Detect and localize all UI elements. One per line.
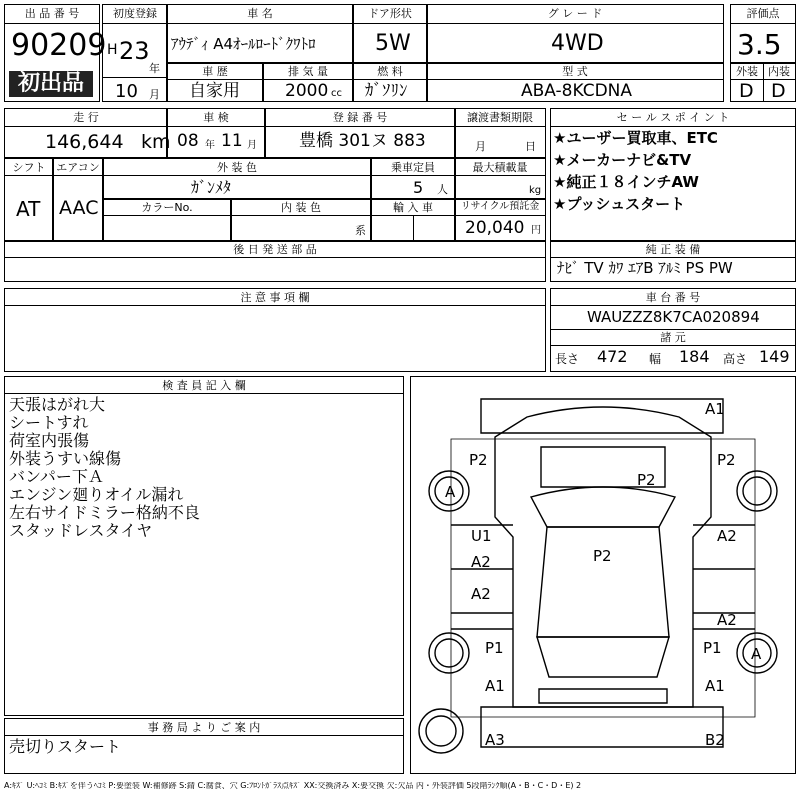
inspector-line: 天張はがれ大 xyxy=(9,395,106,414)
width-label: 幅 xyxy=(649,352,662,366)
mileage-box xyxy=(4,108,171,158)
fuel-value: ｶﾞｿﾘﾝ xyxy=(365,81,408,101)
mark-p2-roof: P2 xyxy=(593,547,612,565)
reg-value: 豊橋 301ヌ 883 xyxy=(299,131,426,151)
month-unit: 月 xyxy=(149,88,160,101)
recycle-unit: 円 xyxy=(531,225,541,236)
inspect-box xyxy=(166,108,266,158)
office-label: 事 務 局 よ り ご 案 内 xyxy=(147,721,261,734)
era: H xyxy=(107,42,118,58)
legend: A:ｷｽﾞ U:ﾍｺﾐ B:ｷｽﾞを伴うﾍｺﾐ P:要塗装 W:補修跡 S:錆 C:腐食、穴 G:ﾌﾛﾝﾄｶﾞﾗｽ点ｷｽﾞ XX:交換済み X:要交換 欠:欠品 内・外装評価 5段階ﾗﾝｸ順(A・B・C・D・E) 2 xyxy=(4,782,582,790)
sales-point: ★ユーザー買取車、ETC xyxy=(553,129,718,147)
mark-p2-hood: P2 xyxy=(637,471,656,489)
mark-a3: A3 xyxy=(485,731,505,749)
inspector-line: バンパー下Ａ xyxy=(9,467,104,486)
mileage-label: 走 行 xyxy=(73,111,99,124)
car-diagram-svg xyxy=(411,377,795,773)
shift-label: シフト xyxy=(12,161,46,174)
mark-a2-left2: A2 xyxy=(471,585,491,603)
mark-a2-right2: A2 xyxy=(717,611,737,629)
mark-p2-right: P2 xyxy=(717,451,736,469)
inspector-line: 左右サイドミラー格納不良 xyxy=(9,503,200,522)
int-color-unit: 系 xyxy=(355,224,366,237)
disp-label: 排 気 量 xyxy=(288,65,328,78)
shift-box xyxy=(4,158,54,242)
mark-u1: U1 xyxy=(471,527,492,545)
first-reg-year: 23 xyxy=(119,37,150,65)
grade-box xyxy=(426,4,724,64)
front-bumper-shape xyxy=(481,399,723,433)
model-box xyxy=(426,62,724,102)
inspector-box xyxy=(4,376,404,716)
int-color-box xyxy=(230,198,372,242)
inspector-line: スタッドレスタイヤ xyxy=(9,521,153,540)
score-box xyxy=(730,4,796,64)
mark-a2-right-top: A2 xyxy=(717,527,737,545)
reg-label: 登 録 番 号 xyxy=(332,111,388,124)
transfer-month: 月 xyxy=(475,140,486,153)
mark-a1-left: A1 xyxy=(485,677,505,695)
score-label: 評価点 xyxy=(746,7,780,20)
inspect-month: 11 xyxy=(221,131,243,151)
ext-color-value: ｶﾞﾝﾒﾀ xyxy=(191,178,232,197)
mark-a1-top: A1 xyxy=(705,400,725,418)
inspector-label: 検 査 員 記 入 欄 xyxy=(162,379,246,392)
sales-point: ★メーカーナビ&TV xyxy=(553,151,692,169)
capacity-box xyxy=(370,158,456,200)
load-unit: kg xyxy=(529,185,542,196)
sales-point: ★プッシュスタート xyxy=(553,195,686,213)
grade-value: 4WD xyxy=(551,31,604,56)
ext-label: 外装 xyxy=(736,65,758,78)
disp-value: 2000 xyxy=(285,81,329,101)
equipment-box xyxy=(550,240,796,282)
name-box xyxy=(166,4,354,64)
mark-a-right-wheel: A xyxy=(751,645,762,663)
disp-box xyxy=(262,62,354,102)
first-reg-box xyxy=(102,4,168,102)
equipment-value: ﾅﾋﾞ TV ｶﾜ ｴｱB ｱﾙﾐ PS PW xyxy=(557,259,733,277)
chassis-label: 車 台 番 号 xyxy=(645,291,701,304)
dims-label: 諸 元 xyxy=(660,331,686,344)
transfer-day: 日 xyxy=(525,140,536,153)
chassis-number: WAUZZZ8K7CA020894 xyxy=(587,308,760,326)
mark-p1-left: P1 xyxy=(485,639,504,657)
inspector-line: エンジン廻りオイル漏れ xyxy=(9,485,184,504)
ac-label: エアコン xyxy=(56,161,100,174)
fuel-label: 燃 料 xyxy=(377,65,403,78)
model-value: ABA-8KCDNA xyxy=(521,81,633,101)
color-no-label: カラーNo. xyxy=(141,201,193,214)
mileage-value: 146,644 xyxy=(45,131,124,153)
lot-box xyxy=(4,4,107,102)
mark-p1-right: P1 xyxy=(703,639,722,657)
ac-value: AAC xyxy=(59,197,99,219)
notes-label: 注 意 事 項 欄 xyxy=(240,291,310,304)
fuel-box xyxy=(352,62,428,102)
inspect-year-unit: 年 xyxy=(205,140,215,151)
ac-box xyxy=(52,158,104,242)
recycle-box xyxy=(454,198,546,242)
int-label: 内装 xyxy=(768,65,790,78)
color-no-box xyxy=(102,198,232,242)
equipment-label: 純 正 装 備 xyxy=(645,243,701,256)
lot-label: 出 品 番 号 xyxy=(24,7,80,20)
first-reg-month: 10 xyxy=(115,81,138,102)
shift-value: AT xyxy=(16,197,41,221)
reg-box xyxy=(264,108,456,158)
length-label: 長さ xyxy=(555,352,580,366)
inspect-month-unit: 月 xyxy=(247,140,257,151)
lot-number: 90209 xyxy=(11,28,107,63)
first-listing-badge: 初出品 xyxy=(9,71,93,97)
recycle-label: リサイクル預託金 xyxy=(460,201,540,212)
int-color-label: 内 装 色 xyxy=(281,201,321,214)
mark-a1-right: A1 xyxy=(705,677,725,695)
chassis-box xyxy=(550,288,796,372)
ext-int-box xyxy=(730,62,796,102)
recycle-value: 20,040 xyxy=(465,218,525,238)
office-box xyxy=(4,718,404,774)
sales-point: ★純正１８インチAW xyxy=(553,173,699,191)
inspect-year: 08 xyxy=(177,131,199,151)
load-label: 最大積載量 xyxy=(472,161,528,174)
history-label: 車 歴 xyxy=(202,65,228,78)
model-label: 型 式 xyxy=(562,65,588,78)
length-value: 472 xyxy=(597,347,628,366)
history-box xyxy=(166,62,264,102)
later-parts-label: 後 日 発 送 部 品 xyxy=(233,243,317,256)
mark-p2-left: P2 xyxy=(469,451,488,469)
int-value: D xyxy=(771,80,786,102)
doors-value: 5W xyxy=(375,31,411,56)
history-value: 自家用 xyxy=(189,81,240,101)
office-value: 売切りスタート xyxy=(9,737,122,756)
mark-b2: B2 xyxy=(705,731,725,749)
car-name: ｱｳﾃﾞｨ A4ｵｰﾙﾛｰﾄﾞｸﾜﾄﾛ xyxy=(171,35,316,53)
sales-box xyxy=(550,108,796,242)
capacity-unit: 人 xyxy=(437,183,448,196)
year-unit: 年 xyxy=(149,62,160,75)
load-box xyxy=(454,158,546,200)
sales-label: セ ー ル ス ポ イ ン ト xyxy=(616,111,730,124)
mileage-unit: km xyxy=(141,131,171,153)
mark-a2-left: A2 xyxy=(471,553,491,571)
disp-unit: cc xyxy=(331,88,342,99)
inspector-line: 外装うすい線傷 xyxy=(9,449,122,468)
ext-value: D xyxy=(739,80,754,102)
height-label: 高さ xyxy=(723,352,748,366)
doors-box xyxy=(352,4,428,64)
transfer-box xyxy=(454,108,546,158)
mark-a-left-wheel: A xyxy=(445,483,456,501)
capacity-value: 5 xyxy=(413,178,424,197)
height-value: 149 xyxy=(759,347,790,366)
name-label: 車 名 xyxy=(247,7,273,20)
import-label: 輸 入 車 xyxy=(393,201,433,214)
ext-color-label: 外 装 色 xyxy=(217,161,257,174)
width-value: 184 xyxy=(679,347,710,366)
inspect-label: 車 検 xyxy=(203,111,229,124)
car-diagram xyxy=(410,376,796,774)
grade-label: グ レ ー ド xyxy=(547,7,603,20)
score-value: 3.5 xyxy=(737,28,782,61)
inspector-line: 荷室内張傷 xyxy=(9,431,90,450)
notes-box xyxy=(4,288,546,372)
inspector-line: シートすれ xyxy=(9,413,89,432)
import-box xyxy=(370,198,456,242)
first-reg-label: 初度登録 xyxy=(113,7,157,20)
doors-label: ドア形状 xyxy=(368,7,412,20)
later-parts-box xyxy=(4,240,546,282)
transfer-label: 譲渡書類期限 xyxy=(467,111,533,124)
ext-color-box xyxy=(102,158,372,200)
capacity-label: 乗車定員 xyxy=(391,161,435,174)
